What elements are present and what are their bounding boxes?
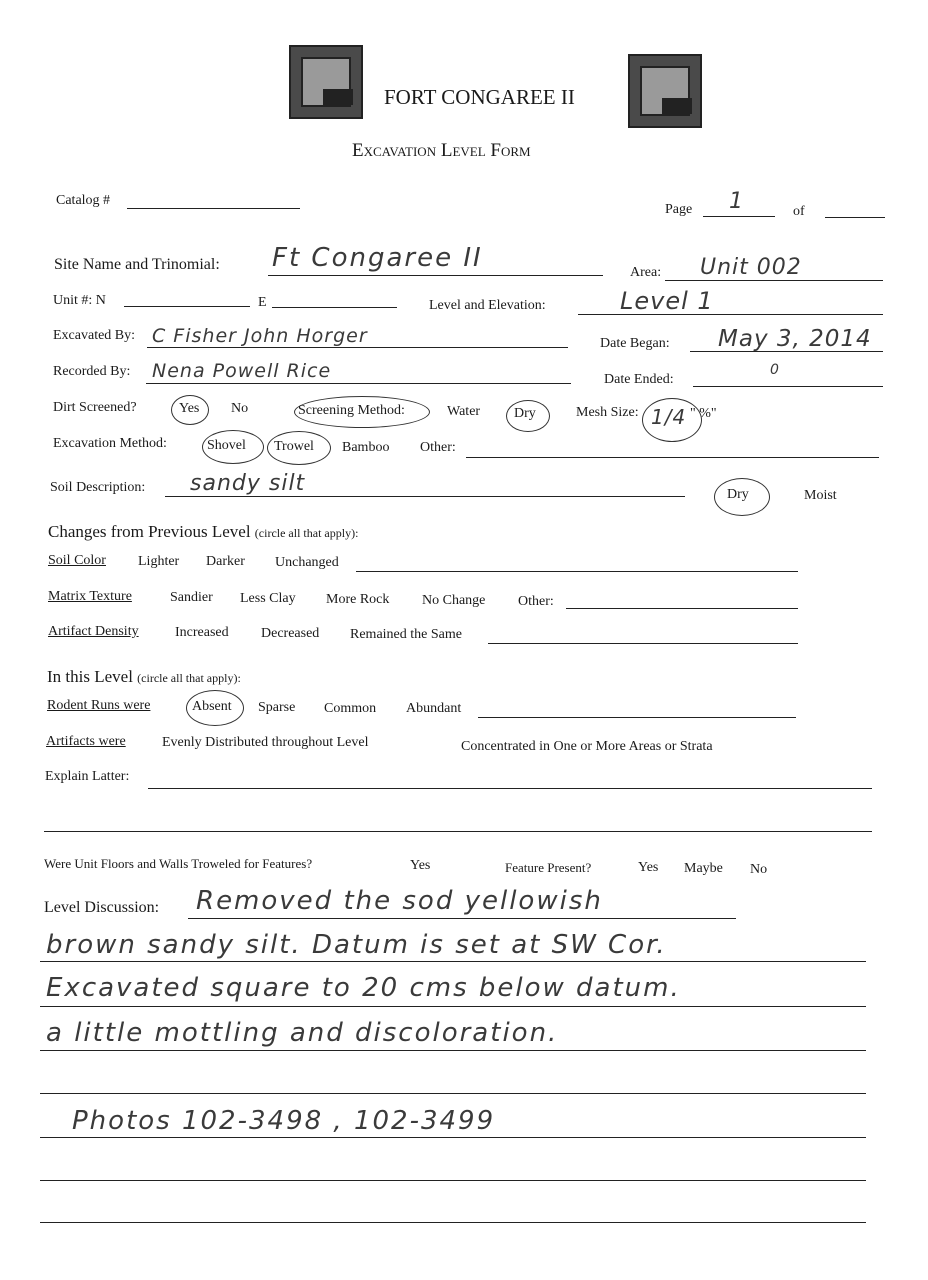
feature-no-option[interactable]: No	[750, 862, 768, 877]
unit-e-label: E	[258, 295, 267, 310]
date-ended-line[interactable]	[693, 386, 883, 387]
increased-option[interactable]: Increased	[175, 625, 229, 640]
date-ended-label: Date Ended:	[604, 372, 674, 387]
excavated-line[interactable]	[147, 347, 568, 348]
mesh-value: 1/4	[651, 405, 687, 429]
trowel-option[interactable]: Trowel	[274, 439, 314, 454]
soil-description-label: Soil Description:	[50, 480, 146, 495]
unit-e-line[interactable]	[272, 307, 397, 308]
explain-line-1[interactable]	[148, 788, 872, 789]
discussion-text-3: a little mottling and discoloration.	[46, 1018, 559, 1048]
shovel-option[interactable]: Shovel	[207, 438, 246, 453]
less-clay-option[interactable]: Less Clay	[240, 591, 296, 606]
decreased-option[interactable]: Decreased	[261, 626, 320, 641]
level-value: Level 1	[620, 287, 714, 315]
abundant-option[interactable]: Abundant	[406, 701, 462, 716]
remained-option[interactable]: Remained the Same	[350, 627, 462, 642]
soil-description-line[interactable]	[165, 496, 685, 497]
discussion-line-1[interactable]	[40, 961, 866, 962]
in-this-level-heading	[47, 667, 241, 687]
discussion-line-0[interactable]	[188, 918, 736, 919]
troweled-yes-option[interactable]: Yes	[410, 858, 431, 873]
artifact-density-line[interactable]	[488, 643, 798, 644]
discussion-text-1: brown sandy silt. Datum is set at SW Cor.	[46, 930, 667, 960]
dirt-no-option[interactable]: No	[231, 401, 249, 416]
page-line[interactable]	[703, 216, 775, 217]
common-option[interactable]: Common	[324, 701, 377, 716]
changes-heading-text: Changes from Previous Level	[48, 522, 251, 541]
site-value: Ft Congaree II	[272, 243, 483, 273]
dry-option[interactable]: Dry	[514, 406, 536, 421]
date-began-label: Date Began:	[600, 336, 670, 351]
changes-note: (circle all that apply):	[254, 526, 359, 540]
screening-method-label: Screening Method:	[298, 403, 405, 418]
troweled-label: Were Unit Floors and Walls Troweled for Features?	[44, 856, 313, 871]
feature-present-label: Feature Present?	[505, 860, 592, 875]
excavation-method-label: Excavation Method:	[53, 436, 167, 451]
area-line[interactable]	[665, 280, 883, 281]
soil-description-value: sandy silt	[190, 471, 306, 496]
form-title: FORT CONGAREE II	[384, 85, 575, 109]
soil-moist-option[interactable]: Moist	[804, 488, 837, 503]
unit-n-line[interactable]	[124, 306, 250, 307]
discussion-line-5[interactable]	[40, 1137, 866, 1138]
catalog-label: Catalog #	[56, 193, 111, 208]
discussion-text-0: Removed the sod yellowish	[196, 886, 603, 916]
concentrated-option[interactable]: Concentrated in One or More Areas or Strata	[461, 739, 713, 754]
darker-option[interactable]: Darker	[206, 554, 245, 569]
excavated-label: Excavated By:	[53, 328, 136, 343]
sandier-option[interactable]: Sandier	[170, 590, 213, 605]
date-ended-value: 0	[770, 362, 780, 378]
unchanged-option[interactable]: Unchanged	[275, 555, 339, 570]
in-this-level-note: (circle all that apply):	[137, 671, 241, 685]
feature-yes-option[interactable]: Yes	[638, 860, 659, 875]
discussion-text-5: Photos 102-3498 , 102-3499	[72, 1106, 496, 1136]
page-label: Page	[665, 202, 693, 217]
dirt-yes-option[interactable]: Yes	[179, 401, 200, 416]
no-change-option[interactable]: No Change	[422, 593, 486, 608]
water-option[interactable]: Water	[447, 404, 481, 419]
rodent-runs-label: Rodent Runs were	[47, 698, 151, 713]
matrix-other-line[interactable]	[566, 608, 798, 609]
changes-heading	[48, 522, 358, 542]
right-seal-logo	[628, 54, 702, 128]
date-began-value: May 3, 2014	[718, 326, 872, 352]
bamboo-option[interactable]: Bamboo	[342, 440, 390, 455]
area-label: Area:	[630, 265, 662, 280]
of-label: of	[793, 204, 805, 219]
mesh-unit: " %"	[690, 406, 717, 421]
feature-maybe-option[interactable]: Maybe	[684, 861, 723, 876]
of-line[interactable]	[825, 217, 885, 218]
matrix-texture-label: Matrix Texture	[48, 589, 132, 604]
area-value: Unit 002	[700, 255, 802, 280]
soil-color-label: Soil Color	[48, 553, 106, 568]
dirt-screened-label: Dirt Screened?	[53, 400, 137, 415]
excavated-value: C Fisher John Horger	[152, 325, 368, 347]
catalog-line[interactable]	[127, 208, 300, 209]
soil-color-line[interactable]	[356, 571, 798, 572]
artifact-density-label: Artifact Density	[48, 624, 139, 639]
rodent-runs-line[interactable]	[478, 717, 796, 718]
left-seal-logo	[289, 45, 363, 119]
explain-label: Explain Latter:	[45, 769, 130, 784]
site-label: Site Name and Trinomial:	[54, 256, 220, 273]
discussion-line-6[interactable]	[40, 1180, 866, 1181]
evenly-option[interactable]: Evenly Distributed throughout Level	[162, 735, 369, 750]
discussion-line-7[interactable]	[40, 1222, 866, 1223]
discussion-line-3[interactable]	[40, 1050, 866, 1051]
other-method-label: Other:	[420, 440, 456, 455]
mesh-size-label: Mesh Size:	[576, 405, 639, 420]
discussion-text-2: Excavated square to 20 cms below datum.	[46, 973, 681, 1003]
absent-option[interactable]: Absent	[192, 699, 232, 714]
other-method-line[interactable]	[466, 457, 879, 458]
artifacts-were-label: Artifacts were	[46, 734, 126, 749]
recorded-line[interactable]	[146, 383, 571, 384]
discussion-line-2[interactable]	[40, 1006, 866, 1007]
discussion-line-4[interactable]	[40, 1093, 866, 1094]
recorded-label: Recorded By:	[53, 364, 131, 379]
soil-dry-option[interactable]: Dry	[727, 487, 749, 502]
explain-line-2[interactable]	[44, 831, 872, 832]
lighter-option[interactable]: Lighter	[138, 554, 180, 569]
matrix-other-label: Other:	[518, 594, 554, 609]
unit-n-label: Unit #: N	[53, 293, 106, 308]
sparse-option[interactable]: Sparse	[258, 700, 296, 715]
level-discussion-label: Level Discussion:	[44, 899, 160, 916]
form-subtitle: Excavation Level Form	[352, 140, 531, 161]
site-line[interactable]	[268, 275, 603, 276]
level-label: Level and Elevation:	[429, 298, 546, 313]
in-this-level-text: In this Level	[47, 667, 133, 686]
more-rock-option[interactable]: More Rock	[326, 592, 390, 607]
recorded-value: Nena Powell Rice	[152, 360, 332, 382]
page-value: 1	[729, 189, 744, 214]
